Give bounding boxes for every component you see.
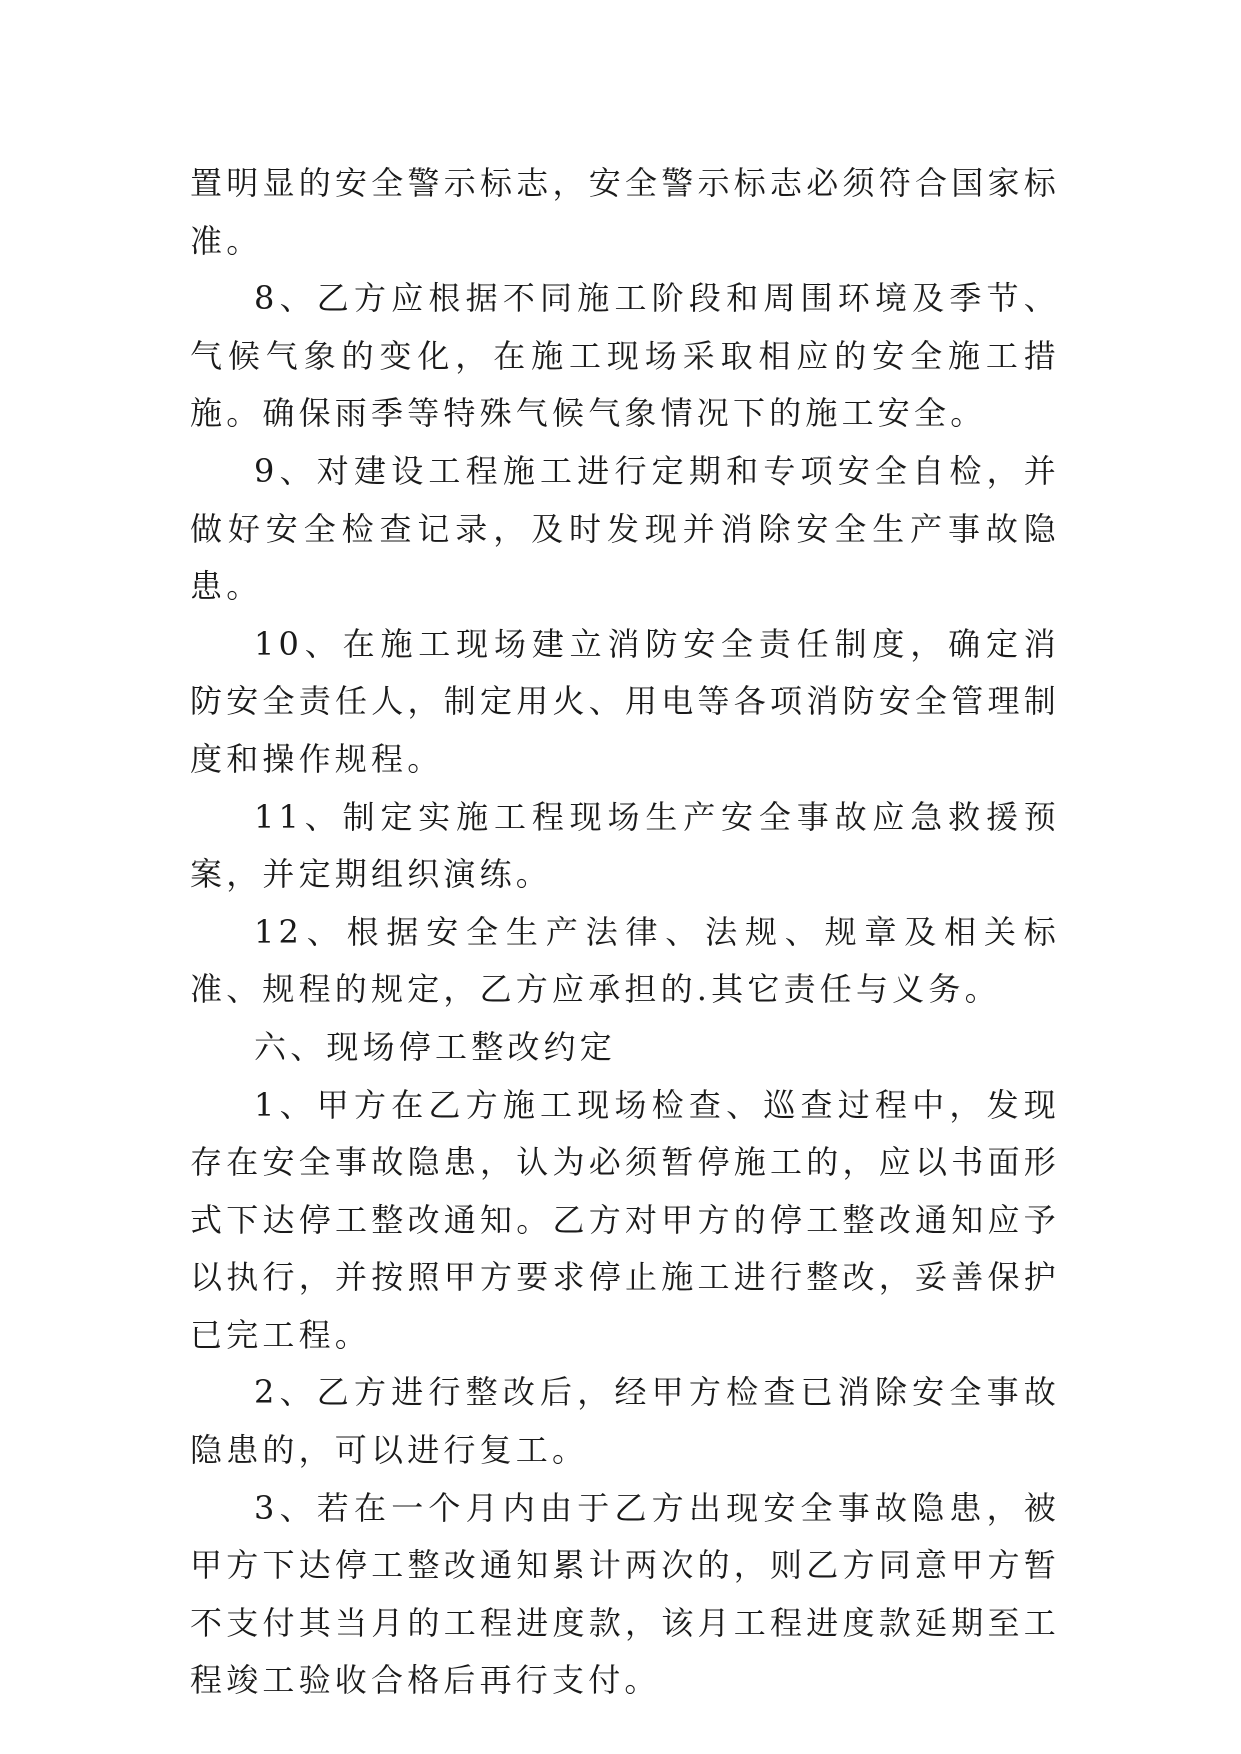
document-body: [190, 155, 1060, 1710]
paragraph-stop-work-3: 3、若在一个月内由于乙方出现安全事故隐患，被甲方下达停工整改通知累计两次的，则乙方同意甲方暂不支付其当月的工程进度款，该月工程进度款延期至工程竣工验收合格后再行支付。: [190, 1488, 1060, 1700]
paragraph-item-8: 8、乙方应根据不同施工阶段和周围环境及季节、气候气象的变化，在施工现场采取相应的安全施工措施。确保雨季等特殊气候气象情况下的施工安全。: [190, 279, 1060, 433]
paragraph-continuation: 置明显的安全警示标志，安全警示标志必须符合国家标准。: [190, 164, 1060, 260]
paragraph-item-11: 11、制定实施工程现场生产安全事故应急救援预案，并定期组织演练。: [190, 797, 1060, 894]
paragraph-item-12: 12、根据安全生产法律、法规、规章及相关标准、规程的规定，乙方应承担的.其它责任与义务。: [190, 912, 1060, 1009]
paragraph-item-10: 10、在施工现场建立消防安全责任制度，确定消防安全责任人，制定用火、用电等各项消防安全管理制度和操作规程。: [190, 624, 1060, 778]
paragraph-item-9: 9、对建设工程施工进行定期和专项安全自检，并做好安全检查记录，及时发现并消除安全生产事故隐患。: [190, 451, 1060, 606]
section-heading: 六、现场停工整改约定: [254, 1027, 617, 1066]
paragraph-stop-work-1: 1、甲方在乙方施工现场检查、巡查过程中，发现存在安全事故隐患，认为必须暂停施工的，应以书面形式下达停工整改通知。乙方对甲方的停工整改通知应予以执行，并按照甲方要求停止施工进行整改，妥善保护已完工程。: [190, 1085, 1060, 1354]
paragraph-stop-work-2: 2、乙方进行整改后，经甲方检查已消除安全事故隐患的，可以进行复工。: [190, 1373, 1060, 1470]
